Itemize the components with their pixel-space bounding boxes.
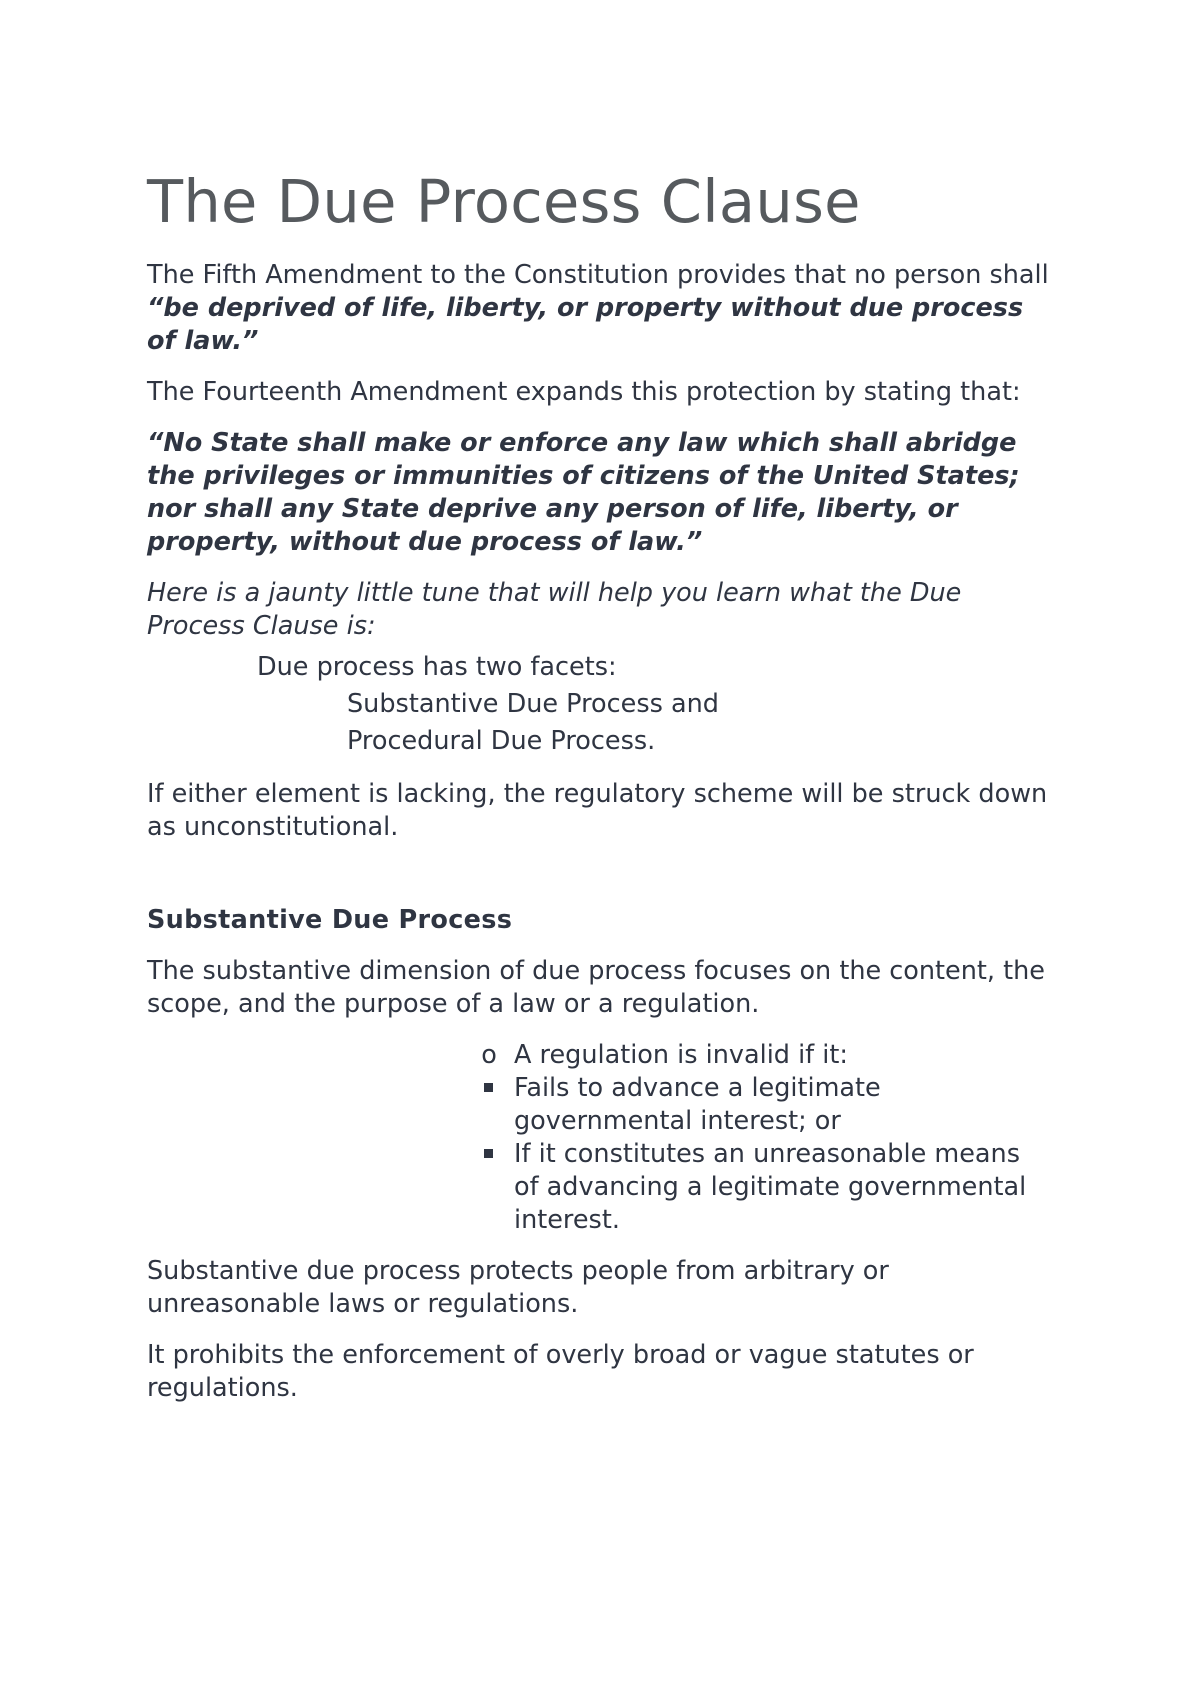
fourteenth-amendment-quote: “No State shall make or enforce any law which shall abridge the privileges or immunities of citizens of the United States; nor shall any State deprive any person of life, liberty, or property, without due process of law.” <box>147 428 1020 557</box>
invalid-regulation-list <box>147 1039 1050 1237</box>
list-item <box>477 1138 1050 1237</box>
tune-line-2: Substantive Due Process and <box>347 689 719 719</box>
fifth-amendment-paragraph <box>147 259 1050 358</box>
list-item <box>477 1039 1050 1072</box>
page-title: The Due Process Clause <box>147 167 861 236</box>
tune-intro: Here is a jaunty little tune that will help you learn what the Due Process Clause is: <box>147 578 962 641</box>
tune-line-3: Procedural Due Process. <box>347 726 656 756</box>
square-bullet-icon <box>484 1149 493 1158</box>
prohibits-enforcement-paragraph: It prohibits the enforcement of overly broad or vague statutes or regulations. <box>147 1340 974 1403</box>
lacking-element-paragraph: If either element is lacking, the regulatory scheme will be struck down as unconstitutional. <box>147 779 1048 842</box>
tune-line-1: Due process has two facets: <box>257 652 617 682</box>
list-item-text: Fails to advance a legitimate governmental interest; or <box>514 1073 881 1136</box>
hollow-bullet-icon: o <box>481 1040 497 1070</box>
tune-lyrics <box>147 649 1050 760</box>
list-item-text: If it constitutes an unreasonable means of advancing a legitimate governmental interest. <box>514 1139 1027 1235</box>
square-bullet-icon <box>484 1083 493 1092</box>
section-heading: Substantive Due Process <box>147 905 513 935</box>
list-lead-text: A regulation is invalid if it: <box>514 1040 848 1070</box>
protects-people-paragraph: Substantive due process protects people from arbitrary or unreasonable laws or regulations. <box>147 1256 889 1319</box>
fourteenth-amendment-paragraph: The Fourteenth Amendment expands this protection by stating that: <box>147 377 1021 407</box>
fifth-amendment-quote: “be deprived of life, liberty, or property without due process of law.” <box>147 293 1024 356</box>
list-item <box>477 1072 1050 1138</box>
fifth-amendment-text: The Fifth Amendment to the Constitution provides that no person shall <box>147 260 1049 290</box>
substantive-dimension-paragraph: The substantive dimension of due process focuses on the content, the scope, and the purpose of a law or a regulation. <box>147 956 1045 1019</box>
